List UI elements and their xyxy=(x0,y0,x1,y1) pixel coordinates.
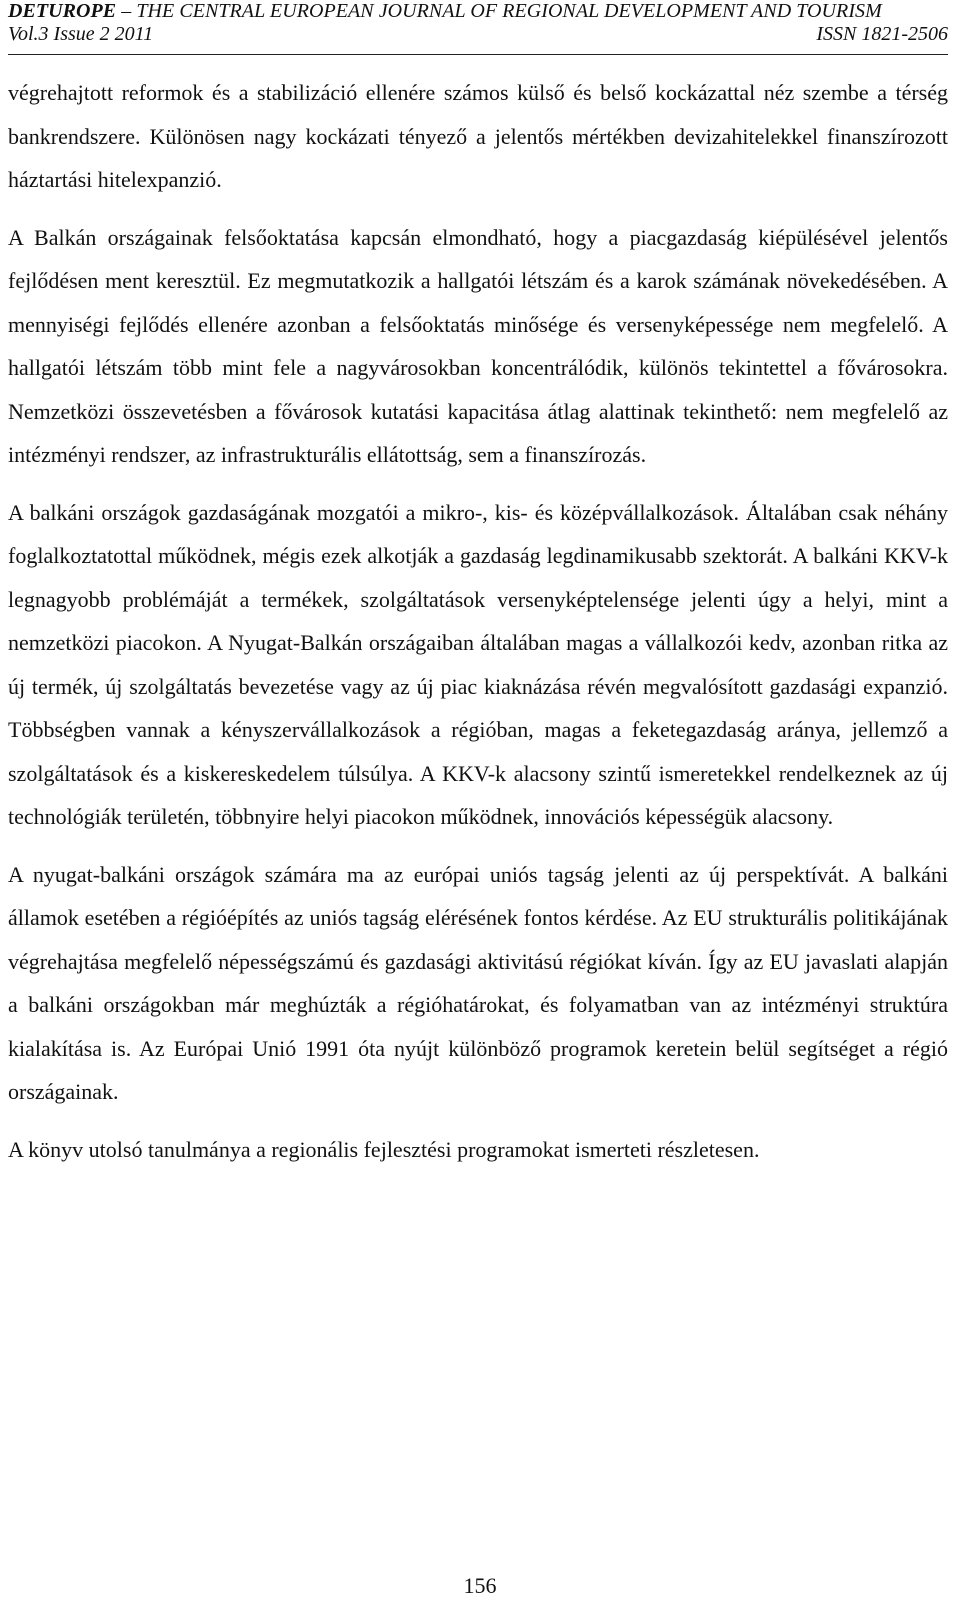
journal-title xyxy=(8,0,882,23)
volume-issue: Vol.3 Issue 2 2011 xyxy=(8,23,154,45)
paragraph-spacer xyxy=(8,202,948,216)
paragraph-5: A könyv utolsó tanulmánya a regionális fejlesztési programokat ismerteti részletesen. xyxy=(8,1136,760,1162)
journal-title-bold: DETUROPE xyxy=(8,0,117,22)
paragraph-3: A balkáni országok gazdaságának mozgatói a mikro-, kis- és középvállalkozások. Általában csak néhány foglalkoztatottal működnek, mégis ezek alkotják a gazdaság legdinamikusabb szektorát. A balkáni KKV-k legnagyobb problémáját a termékek, szolgáltatások versenyképtelensége jelenti úgy a helyi, mint a nemzetközi piacokon. A Nyugat-Balkán országaiban általában magas a vállalkozói kedv, azonban ritka az új termék, új szolgáltatás bevezetése vagy az új piac kiaknázása révén megvalósított gazdasági expanzió. Többségben vannak a kényszervállalkozások a régióban, magas a feketegazdaság aránya, jellemző a szolgáltatások és a kiskereskedelem túlsúlya. A KKV-k alacsony szintű ismeretekkel rendelkeznek az új technológiák területén, többnyire helyi piacokon működnek, innovációs képességük alacsony. xyxy=(8,499,948,829)
paragraph-4: A nyugat-balkáni országok számára ma az európai uniós tagság jelenti az új perspektívát. A balkáni államok esetében a régióépítés az uniós tagság elérésének fontos kérdése. Az EU strukturális politikájának végrehajtása megfelelő népességszámú és gazdasági aktivitású régiókat kíván. Így az EU javaslati alapján a balkáni országokban már meghúzták a régióhatárokat, és folyamatban van az intézményi struktúra kialakítása is. Az Európai Unió 1991 óta nyújt különböző programok keretein belül segítséget a régió országainak. xyxy=(8,861,948,1104)
page-number: 156 xyxy=(463,1573,497,1598)
journal-title-row xyxy=(8,0,948,23)
issn: ISSN 1821-2506 xyxy=(816,23,948,45)
paragraph-1: végrehajtott reformok és a stabilizáció ellenére számos külső és belső kockázattal néz szembe a térség bankrendszere. Különösen nagy kockázati tényező a jelentős mértékben devizahitelekkel finanszírozott háztartási hitelexpanzió. xyxy=(8,80,948,192)
paragraph-spacer xyxy=(8,839,948,853)
paragraph-spacer xyxy=(8,1114,948,1128)
header-rule xyxy=(8,54,948,55)
paragraph-spacer xyxy=(8,477,948,491)
article-body xyxy=(8,71,948,1171)
journal-title-rest: – THE CENTRAL EUROPEAN JOURNAL OF REGIONAL DEVELOPMENT AND TOURISM xyxy=(116,0,882,22)
journal-issue-row xyxy=(8,23,948,46)
journal-header xyxy=(8,0,948,46)
paragraph-2: A Balkán országainak felsőoktatása kapcsán elmondható, hogy a piacgazdaság kiépülésével jelentős fejlődésen ment keresztül. Ez megmutatkozik a hallgatói létszám és a karok számának növekedésében. A mennyiségi fejlődés ellenére azonban a felsőoktatás minősége és versenyképessége nem megfelelő. A hallgatói létszám több mint fele a nagyvárosokban koncentrálódik, különös tekintettel a fővárosokra. Nemzetközi összevetésben a fővárosok kutatási kapacitása átlag alattinak tekinthető: nem megfelelő az intézményi rendszer, az infrastrukturális ellátottság, sem a finanszírozás. xyxy=(8,224,948,467)
